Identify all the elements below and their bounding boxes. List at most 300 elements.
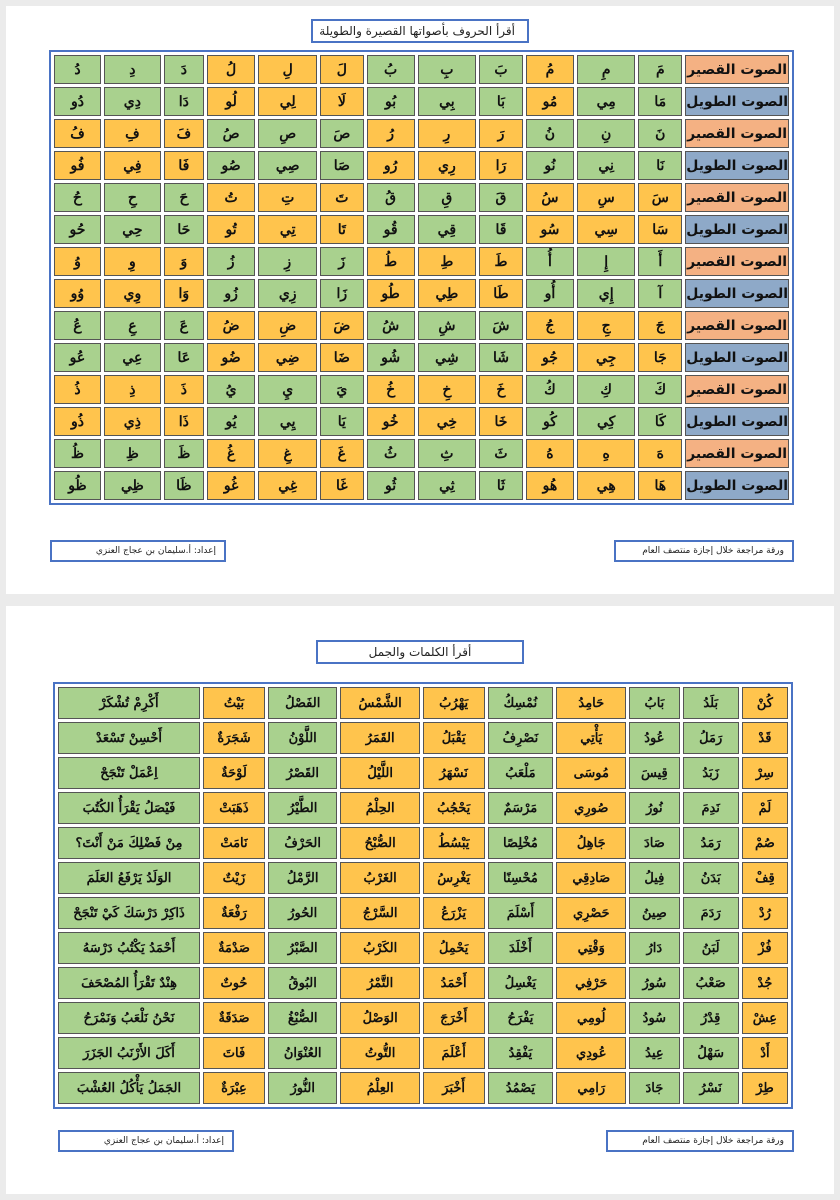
- letter-cell: بَ: [479, 55, 523, 84]
- letter-cell: حُ: [54, 183, 101, 212]
- letter-cell: سِي: [577, 215, 635, 244]
- letter-cell: خَ: [479, 375, 523, 404]
- word-cell: الصُّبْحُ: [340, 827, 419, 859]
- sentence-cell: الوَلَدُ يَرْفَعُ العَلَمَ: [58, 862, 200, 894]
- letter-cell: قُ: [367, 183, 415, 212]
- letter-cell: خُو: [367, 407, 415, 436]
- sheet2-footer-note: ورقة مراجعة خلال إجازة منتصف العام: [606, 1130, 794, 1152]
- letter-cell: جُ: [526, 311, 574, 340]
- word-cell: نَسْرُ: [683, 1072, 739, 1104]
- word-cell: السَّرْجُ: [340, 897, 419, 929]
- letter-cell: طِ: [418, 247, 476, 276]
- letter-cell: دُ: [54, 55, 101, 84]
- letter-cell: لُو: [207, 87, 256, 116]
- letter-cell: دَا: [164, 87, 204, 116]
- word-cell: يَصْمُدُ: [488, 1072, 554, 1104]
- letter-cell: شِ: [418, 311, 476, 340]
- word-cell: فِيلُ: [629, 862, 679, 894]
- word-cell: العُنْوَانُ: [268, 1037, 338, 1069]
- letter-cell: نِي: [577, 151, 635, 180]
- word-cell: القَمَرُ: [340, 722, 419, 754]
- letter-cell: تِ: [258, 183, 317, 212]
- letter-cell: هَ: [638, 439, 682, 468]
- sentence-cell: فَيْصَلُ يَقْرَأُ الكُتُبَ: [58, 792, 200, 824]
- letter-cell: تِي: [258, 215, 317, 244]
- letter-cell: هَا: [638, 471, 682, 500]
- letter-cell: جُو: [526, 343, 574, 372]
- letter-cell: نَا: [638, 151, 682, 180]
- letter-cell: شَ: [479, 311, 523, 340]
- letter-cell: قِي: [418, 215, 476, 244]
- word-cell: قِفْ: [742, 862, 788, 894]
- letter-cell: ثُ: [367, 439, 415, 468]
- word-cell: دَارُ: [629, 932, 679, 964]
- letters-row: [54, 215, 789, 244]
- letter-cell: مِي: [577, 87, 635, 116]
- letter-cell: عَا: [164, 343, 204, 372]
- word-cell: يَقْبَلُ: [423, 722, 485, 754]
- letter-cell: طِي: [418, 279, 476, 308]
- letters-row: [54, 279, 789, 308]
- sentence-cell: ذَاكِرْ دَرْسَكَ كَيْ تَنْجَحْ: [58, 897, 200, 929]
- words-row: [58, 1037, 788, 1069]
- word-cell: التَّمْرُ: [340, 967, 419, 999]
- letter-cell: رَا: [479, 151, 523, 180]
- letter-cell: هِي: [577, 471, 635, 500]
- letters-row: [54, 375, 789, 404]
- letters-row: [54, 87, 789, 116]
- letter-cell: يِي: [258, 407, 317, 436]
- letter-cell: ثَ: [479, 439, 523, 468]
- letter-cell: ذُو: [54, 407, 101, 436]
- word-cell: سُودُ: [629, 1002, 679, 1034]
- letter-cell: ثَا: [479, 471, 523, 500]
- letter-cell: حَ: [164, 183, 204, 212]
- letter-cell: سُ: [526, 183, 574, 212]
- letter-cell: بِي: [418, 87, 476, 116]
- letter-cell: بُ: [367, 55, 415, 84]
- letter-cell: مِ: [577, 55, 635, 84]
- letter-cell: نُو: [526, 151, 574, 180]
- long-sound-header: الصوت الطويل: [685, 343, 789, 372]
- letter-cell: ثُو: [367, 471, 415, 500]
- letter-cell: صَا: [320, 151, 363, 180]
- letter-cell: رُو: [367, 151, 415, 180]
- letter-cell: يُ: [207, 375, 256, 404]
- word-cell: جَاهِلُ: [556, 827, 626, 859]
- letter-cell: نُ: [526, 119, 574, 148]
- letters-row: [54, 343, 789, 372]
- word-cell: أَخْرَجَ: [423, 1002, 485, 1034]
- letter-cell: ضِي: [258, 343, 317, 372]
- letters-row: [54, 183, 789, 212]
- word-cell: سِرْ: [742, 757, 788, 789]
- word-cell: الرَّمْلُ: [268, 862, 338, 894]
- words-row: [58, 757, 788, 789]
- word-cell: نَصْرِفُ: [488, 722, 554, 754]
- word-cell: أَخْبَرَ: [423, 1072, 485, 1104]
- sentence-cell: اِعْمَلْ تَنْجَحْ: [58, 757, 200, 789]
- words-row: [58, 687, 788, 719]
- word-cell: قِدْرُ: [683, 1002, 739, 1034]
- letter-cell: طَ: [479, 247, 523, 276]
- letter-cell: تُ: [207, 183, 256, 212]
- letters-row: [54, 247, 789, 276]
- word-cell: مُحْسِنًا: [488, 862, 554, 894]
- sentence-cell: هِنْدٌ تَقْرَأُ المُصْحَفَ: [58, 967, 200, 999]
- short-sound-header: الصوت القصير: [685, 247, 789, 276]
- letter-cell: حَا: [164, 215, 204, 244]
- word-cell: رَمَدُ: [683, 827, 739, 859]
- letter-cell: صُ: [207, 119, 256, 148]
- word-cell: يَحْمِلُ: [423, 932, 485, 964]
- word-cell: جَادَ: [629, 1072, 679, 1104]
- words-row: [58, 1002, 788, 1034]
- letter-cell: قِ: [418, 183, 476, 212]
- letter-cell: بَا: [479, 87, 523, 116]
- word-cell: يَأْتِي: [556, 722, 626, 754]
- word-cell: طِرْ: [742, 1072, 788, 1104]
- sentence-cell: أَكَلَ الأَرْنَبُ الجَزَرَ: [58, 1037, 200, 1069]
- sentence-cell: نَحْنُ نَلْعَبُ وَنَمْرَحُ: [58, 1002, 200, 1034]
- sentence-cell: أَكْرِمْ تُشْكَرْ: [58, 687, 200, 719]
- letter-cell: جِي: [577, 343, 635, 372]
- word-cell: صِينُ: [629, 897, 679, 929]
- letter-cell: شَا: [479, 343, 523, 372]
- word-cell: كُنْ: [742, 687, 788, 719]
- word-cell: رُدْ: [742, 897, 788, 929]
- letter-cell: تُو: [207, 215, 256, 244]
- letter-cell: إِ: [577, 247, 635, 276]
- letter-cell: مَا: [638, 87, 682, 116]
- word-cell: يَفْقِدُ: [488, 1037, 554, 1069]
- letter-cell: وُو: [54, 279, 101, 308]
- letter-cell: وُ: [54, 247, 101, 276]
- letter-cell: ضَ: [320, 311, 363, 340]
- word-cell: البُوقُ: [268, 967, 338, 999]
- short-sound-header: الصوت القصير: [685, 311, 789, 340]
- word-cell: رَامِي: [556, 1072, 626, 1104]
- letter-cell: ذَا: [164, 407, 204, 436]
- word-cell: الحَرْفُ: [268, 827, 338, 859]
- letter-cell: صِ: [258, 119, 317, 148]
- letter-cell: ثِي: [418, 471, 476, 500]
- letter-cell: يُو: [207, 407, 256, 436]
- letter-cell: ضُ: [207, 311, 256, 340]
- word-cell: رَفْعَةٌ: [203, 897, 265, 929]
- letter-cell: فِي: [104, 151, 161, 180]
- sentence-cell: أَحْمَدُ يَكْتُبُ دَرْسَهُ: [58, 932, 200, 964]
- words-row: [58, 827, 788, 859]
- word-cell: بَلَدُ: [683, 687, 739, 719]
- letter-cell: كَا: [638, 407, 682, 436]
- letter-cell: فِ: [104, 119, 161, 148]
- letter-cell: وِي: [104, 279, 161, 308]
- letter-cell: شُ: [367, 311, 415, 340]
- words-row: [58, 967, 788, 999]
- letter-cell: زَا: [320, 279, 363, 308]
- words-row: [58, 722, 788, 754]
- letter-cell: صَ: [320, 119, 363, 148]
- letter-cell: رِي: [418, 151, 476, 180]
- letter-cell: فَ: [164, 119, 204, 148]
- sheet2-title: أقرأ الكلمات والجمل: [316, 640, 524, 664]
- word-cell: أَخْلَدَ: [488, 932, 554, 964]
- letter-cell: سُو: [526, 215, 574, 244]
- word-cell: الغَرْبُ: [340, 862, 419, 894]
- word-cell: مَلْعَبُ: [488, 757, 554, 789]
- letter-cell: ضُو: [207, 343, 256, 372]
- letter-cell: نِ: [577, 119, 635, 148]
- sentence-cell: أَحْسِنْ تَسْعَدْ: [58, 722, 200, 754]
- words-row: [58, 932, 788, 964]
- word-cell: عِيدُ: [629, 1037, 679, 1069]
- word-cell: بَابُ: [629, 687, 679, 719]
- letter-cell: دِ: [104, 55, 161, 84]
- letter-cell: آ: [638, 279, 682, 308]
- word-cell: صُمْ: [742, 827, 788, 859]
- long-sound-header: الصوت الطويل: [685, 87, 789, 116]
- letter-cell: طُو: [367, 279, 415, 308]
- letters-row: [54, 151, 789, 180]
- letter-cell: هُ: [526, 439, 574, 468]
- word-cell: الشَّمْسُ: [340, 687, 419, 719]
- letter-cell: زَ: [320, 247, 363, 276]
- letter-cell: قَا: [479, 215, 523, 244]
- word-cell: زَبَدُ: [683, 757, 739, 789]
- letter-cell: حِي: [104, 215, 161, 244]
- word-cell: نَامَتْ: [203, 827, 265, 859]
- word-cell: سُورُ: [629, 967, 679, 999]
- word-cell: يَغْرِسُ: [423, 862, 485, 894]
- word-cell: التُّوتُ: [340, 1037, 419, 1069]
- letter-cell: لِي: [258, 87, 317, 116]
- letter-cell: خِي: [418, 407, 476, 436]
- word-cell: جُدْ: [742, 967, 788, 999]
- word-cell: أَعْلَمَ: [423, 1037, 485, 1069]
- letter-cell: مَ: [638, 55, 682, 84]
- letter-cell: طَا: [479, 279, 523, 308]
- sheet1-footer-author: إعداد: أ.سليمان بن عجاج العنزي: [50, 540, 226, 562]
- letter-cell: وِ: [104, 247, 161, 276]
- letter-cell: سَا: [638, 215, 682, 244]
- letter-cell: رُ: [367, 119, 415, 148]
- letter-cell: ضِ: [258, 311, 317, 340]
- letter-cell: مُ: [526, 55, 574, 84]
- letter-cell: ظَا: [164, 471, 204, 500]
- words-row: [58, 897, 788, 929]
- letter-cell: زُو: [207, 279, 256, 308]
- word-cell: الفَصْلُ: [268, 687, 338, 719]
- word-cell: مَرْسَمٌ: [488, 792, 554, 824]
- word-cell: رَدَمَ: [683, 897, 739, 929]
- word-cell: صُورِي: [556, 792, 626, 824]
- letter-cell: عِي: [104, 343, 161, 372]
- letter-cell: ذِي: [104, 407, 161, 436]
- word-cell: نَدِمَ: [683, 792, 739, 824]
- word-cell: اللَّوْنُ: [268, 722, 338, 754]
- word-cell: يَفْرَحُ: [488, 1002, 554, 1034]
- letter-cell: صِي: [258, 151, 317, 180]
- letter-cell: كِ: [577, 375, 635, 404]
- letter-cell: غَا: [320, 471, 363, 500]
- word-cell: مُخْلِصًا: [488, 827, 554, 859]
- sheet1-title: أقرأ الحروف بأصواتها القصيرة والطويلة: [311, 19, 529, 43]
- letter-cell: غِي: [258, 471, 317, 500]
- worksheet-letters: [6, 6, 834, 594]
- letter-cell: قُو: [367, 215, 415, 244]
- word-cell: لُومِي: [556, 1002, 626, 1034]
- word-cell: صَادِقِي: [556, 862, 626, 894]
- letters-row: [54, 439, 789, 468]
- word-cell: أَحْمَدُ: [423, 967, 485, 999]
- word-cell: شَجَرَةٌ: [203, 722, 265, 754]
- word-cell: الوَصْلُ: [340, 1002, 419, 1034]
- word-cell: الصَّبْرُ: [268, 932, 338, 964]
- word-cell: عُودِي: [556, 1037, 626, 1069]
- word-cell: حَامِدُ: [556, 687, 626, 719]
- letter-cell: ذَ: [164, 375, 204, 404]
- short-sound-header: الصوت القصير: [685, 55, 789, 84]
- word-cell: نَسْهَرُ: [423, 757, 485, 789]
- word-cell: نُورُ: [629, 792, 679, 824]
- letter-cell: وَ: [164, 247, 204, 276]
- letters-table: [49, 50, 794, 505]
- letter-cell: يَ: [320, 375, 363, 404]
- word-cell: الحِلْمُ: [340, 792, 419, 824]
- word-cell: صَادَ: [629, 827, 679, 859]
- short-sound-header: الصوت القصير: [685, 183, 789, 212]
- word-cell: يَغْسِلُ: [488, 967, 554, 999]
- letter-cell: يِ: [258, 375, 317, 404]
- letter-cell: غُو: [207, 471, 256, 500]
- worksheet-words: [6, 606, 834, 1194]
- letter-cell: صُو: [207, 151, 256, 180]
- letter-cell: وَا: [164, 279, 204, 308]
- word-cell: يَبْسُطُ: [423, 827, 485, 859]
- words-row: [58, 792, 788, 824]
- letter-cell: خِ: [418, 375, 476, 404]
- word-cell: ذَهَبَتْ: [203, 792, 265, 824]
- sheet1-footer-note: ورقة مراجعة خلال إجازة منتصف العام: [614, 540, 794, 562]
- letter-cell: شُو: [367, 343, 415, 372]
- word-cell: يَهْرُبُ: [423, 687, 485, 719]
- long-sound-header: الصوت الطويل: [685, 215, 789, 244]
- letter-cell: شِي: [418, 343, 476, 372]
- letter-cell: ظُ: [54, 439, 101, 468]
- sheet2-footer-author: إعداد: أ.سليمان بن عجاج العنزي: [58, 1130, 234, 1152]
- letter-cell: غُ: [207, 439, 256, 468]
- word-cell: لَبَنُ: [683, 932, 739, 964]
- letter-cell: لَ: [320, 55, 363, 84]
- letter-cell: نَ: [638, 119, 682, 148]
- word-cell: زَيْتٌ: [203, 862, 265, 894]
- word-cell: أَسْلَمَ: [488, 897, 554, 929]
- letter-cell: بِ: [418, 55, 476, 84]
- word-cell: نُمْسِكُ: [488, 687, 554, 719]
- letter-cell: عَ: [164, 311, 204, 340]
- letter-cell: ثِ: [418, 439, 476, 468]
- letter-cell: لِ: [258, 55, 317, 84]
- sentence-cell: الجَمَلُ يَأْكُلُ العُشْبَ: [58, 1072, 200, 1104]
- word-cell: رَمَلُ: [683, 722, 739, 754]
- word-cell: الحُورُ: [268, 897, 338, 929]
- letter-cell: زِي: [258, 279, 317, 308]
- words-row: [58, 862, 788, 894]
- letter-cell: دِي: [104, 87, 161, 116]
- word-cell: بَدَنُ: [683, 862, 739, 894]
- letter-cell: عِ: [104, 311, 161, 340]
- letter-cell: ذُ: [54, 375, 101, 404]
- letter-cell: دُو: [54, 87, 101, 116]
- letter-cell: بُو: [367, 87, 415, 116]
- letter-cell: سِ: [577, 183, 635, 212]
- word-cell: صَعْبُ: [683, 967, 739, 999]
- word-cell: فَاتَ: [203, 1037, 265, 1069]
- word-cell: الطَّيْرُ: [268, 792, 338, 824]
- letter-cell: تَا: [320, 215, 363, 244]
- word-cell: قِيسَ: [629, 757, 679, 789]
- letter-cell: رَ: [479, 119, 523, 148]
- word-cell: الكَرْبُ: [340, 932, 419, 964]
- letter-cell: أُ: [526, 247, 574, 276]
- long-sound-header: الصوت الطويل: [685, 471, 789, 500]
- letter-cell: قَ: [479, 183, 523, 212]
- letter-cell: هِ: [577, 439, 635, 468]
- letter-cell: أَ: [638, 247, 682, 276]
- letter-cell: تَ: [320, 183, 363, 212]
- word-cell: عِبْرَةٌ: [203, 1072, 265, 1104]
- letter-cell: جَا: [638, 343, 682, 372]
- letter-cell: خَا: [479, 407, 523, 436]
- letter-cell: جَ: [638, 311, 682, 340]
- word-cell: حَرْفِي: [556, 967, 626, 999]
- letter-cell: كُ: [526, 375, 574, 404]
- word-cell: حُوتٌ: [203, 967, 265, 999]
- short-sound-header: الصوت القصير: [685, 119, 789, 148]
- word-cell: فُزْ: [742, 932, 788, 964]
- letter-cell: زِ: [258, 247, 317, 276]
- letter-cell: سَ: [638, 183, 682, 212]
- word-cell: وَقْتِي: [556, 932, 626, 964]
- words-table: [53, 682, 793, 1109]
- letter-cell: ظَ: [164, 439, 204, 468]
- word-cell: العِلْمُ: [340, 1072, 419, 1104]
- word-cell: يَحْجُبُ: [423, 792, 485, 824]
- word-cell: قَدْ: [742, 722, 788, 754]
- long-sound-header: الصوت الطويل: [685, 407, 789, 436]
- letter-cell: ذِ: [104, 375, 161, 404]
- letter-cell: خُ: [367, 375, 415, 404]
- word-cell: الصُّبْغُ: [268, 1002, 338, 1034]
- letter-cell: غَ: [320, 439, 363, 468]
- letter-cell: فُو: [54, 151, 101, 180]
- letters-row: [54, 407, 789, 436]
- sentence-cell: مِنْ فَضْلِكَ مَنْ أَنْتَ؟: [58, 827, 200, 859]
- word-cell: لَمْ: [742, 792, 788, 824]
- word-cell: صَدْمَةٌ: [203, 932, 265, 964]
- letter-cell: هُو: [526, 471, 574, 500]
- letter-cell: دَ: [164, 55, 204, 84]
- letter-cell: كُو: [526, 407, 574, 436]
- words-row: [58, 1072, 788, 1104]
- word-cell: لَوْحَةٌ: [203, 757, 265, 789]
- word-cell: النُّورُ: [268, 1072, 338, 1104]
- letter-cell: حِ: [104, 183, 161, 212]
- letter-cell: ظُو: [54, 471, 101, 500]
- long-sound-header: الصوت الطويل: [685, 279, 789, 308]
- letter-cell: غِ: [258, 439, 317, 468]
